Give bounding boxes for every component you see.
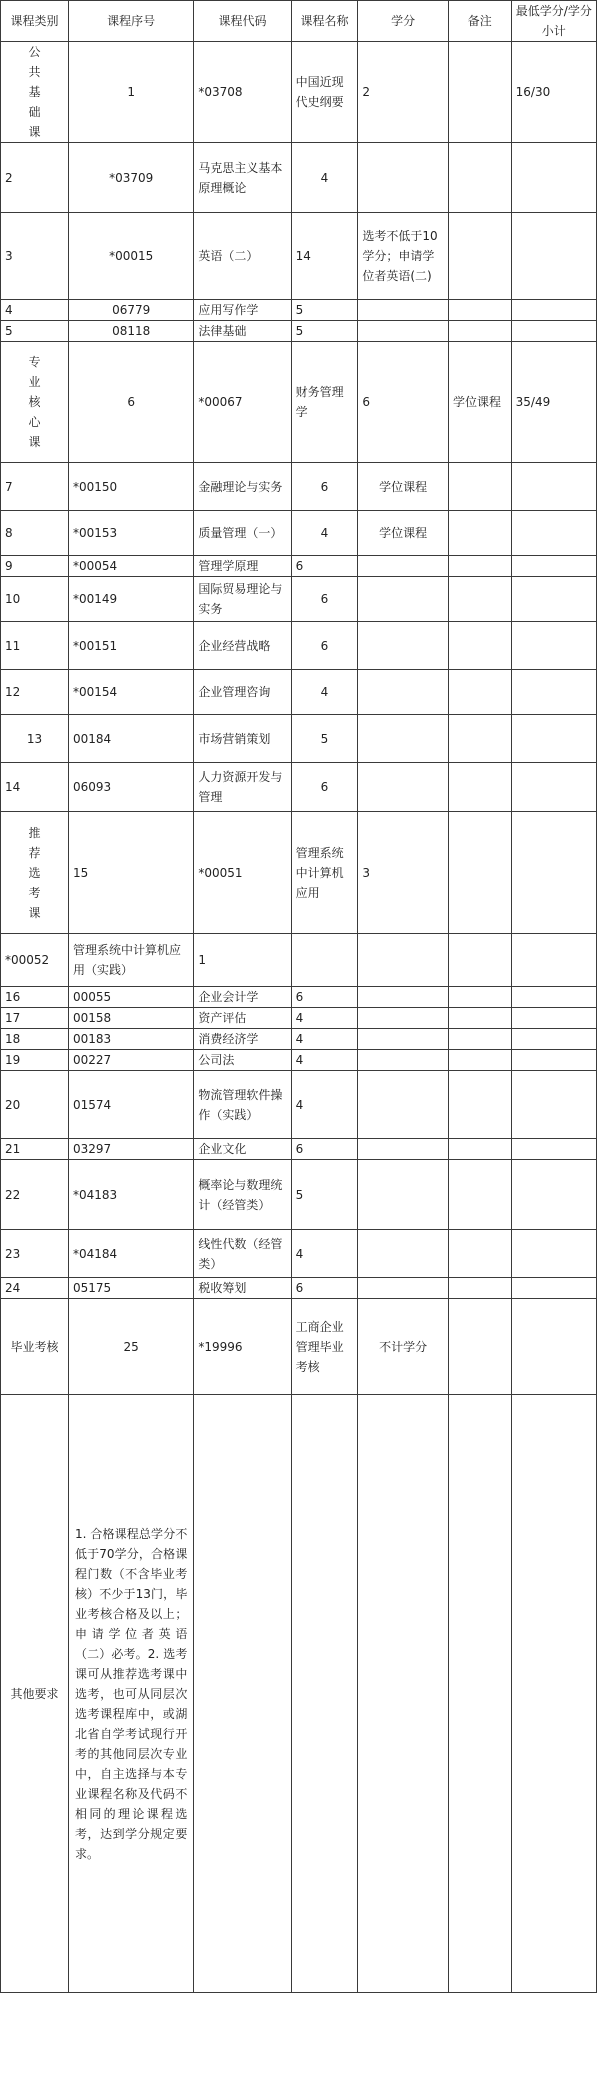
empty-cell [448, 300, 511, 321]
course-credits: 3 [358, 812, 449, 934]
header-category: 课程类别 [1, 1, 69, 42]
course-credits: 4 [291, 670, 358, 715]
empty-cell [448, 463, 511, 511]
table-row [1, 511, 597, 556]
course-name: 消费经济学 [194, 1029, 291, 1050]
course-code: 00183 [69, 1029, 194, 1050]
course-code: 05175 [69, 1278, 194, 1299]
empty-cell [358, 1230, 449, 1278]
empty-cell [358, 987, 449, 1008]
table-row [1, 342, 597, 463]
course-name: 国际贸易理论与实务 [194, 577, 291, 622]
course-name: 税收筹划 [194, 1278, 291, 1299]
course-code: *00149 [69, 577, 194, 622]
empty-cell [511, 1230, 596, 1278]
empty-cell [358, 556, 449, 577]
empty-cell [511, 812, 596, 934]
header-row [1, 1, 597, 42]
other-requirements-text: 1. 合格课程总学分不低于70学分，合格课程门数（不含毕业考核）不少于13门，毕业考核合格及以上；申请学位者英语（二）必考。2. 选考课可从推荐选考课中选考，也可从同层次选考课程库中，或湖北省自学考试现行开考的其他同层次专业中，自主选择与本专业课程名称及代码不相同的理论课程选考，达到学分规定要求。 [69, 1395, 194, 1993]
header-seq: 课程序号 [69, 1, 194, 42]
course-credits: 4 [291, 511, 358, 556]
course-code: 01574 [69, 1071, 194, 1139]
course-credits: 6 [291, 1278, 358, 1299]
course-seq: 7 [1, 463, 69, 511]
course-seq: 13 [1, 715, 69, 763]
table-row [1, 1071, 597, 1139]
empty-cell [448, 556, 511, 577]
empty-cell [448, 1230, 511, 1278]
course-name: 人力资源开发与管理 [194, 763, 291, 812]
table-row [1, 1278, 597, 1299]
table-row [1, 763, 597, 812]
empty-cell [358, 934, 449, 987]
course-code: *00150 [69, 463, 194, 511]
empty-cell [511, 934, 596, 987]
empty-cell [448, 1139, 511, 1160]
course-name: 质量管理（一） [194, 511, 291, 556]
empty-cell [511, 1395, 596, 1993]
table-row [1, 1230, 597, 1278]
course-credits: 6 [291, 556, 358, 577]
header-remark: 备注 [448, 1, 511, 42]
course-name: 金融理论与实务 [194, 463, 291, 511]
course-name: 财务管理学 [291, 342, 358, 463]
empty-cell [511, 143, 596, 213]
course-name: 公司法 [194, 1050, 291, 1071]
section-other: 其他要求 [1, 1395, 69, 1993]
course-code: 08118 [69, 321, 194, 342]
course-name: 资产评估 [194, 1008, 291, 1029]
empty-cell [358, 143, 449, 213]
empty-cell [511, 622, 596, 670]
course-seq: 2 [1, 143, 69, 213]
course-credits: 5 [291, 1160, 358, 1230]
empty-cell [358, 321, 449, 342]
table-row [1, 987, 597, 1008]
empty-cell [511, 1071, 596, 1139]
empty-cell [511, 987, 596, 1008]
course-name: 管理学原理 [194, 556, 291, 577]
course-code: *04183 [69, 1160, 194, 1230]
course-code: *19996 [194, 1299, 291, 1395]
table-row [1, 213, 597, 300]
table-row [1, 934, 597, 987]
course-code: 00055 [69, 987, 194, 1008]
empty-cell [194, 1395, 291, 1993]
course-code: 00227 [69, 1050, 194, 1071]
empty-cell [511, 577, 596, 622]
course-name: 物流管理软件操作（实践） [194, 1071, 291, 1139]
course-name: 管理系统中计算机应用 [291, 812, 358, 934]
empty-cell [511, 1278, 596, 1299]
table-row [1, 556, 597, 577]
course-seq: 14 [1, 763, 69, 812]
empty-cell [358, 1160, 449, 1230]
empty-cell [511, 1008, 596, 1029]
empty-cell [358, 1050, 449, 1071]
course-code: 管理系统中计算机应用（实践） [69, 934, 194, 987]
course-credits: 6 [291, 463, 358, 511]
course-code: *00051 [194, 812, 291, 934]
empty-cell [358, 1395, 449, 1993]
empty-cell [448, 1278, 511, 1299]
course-name: 法律基础 [194, 321, 291, 342]
empty-cell [511, 1160, 596, 1230]
empty-cell [448, 143, 511, 213]
empty-cell [358, 1278, 449, 1299]
empty-cell [291, 1395, 358, 1993]
course-seq: 10 [1, 577, 69, 622]
table-row [1, 143, 597, 213]
course-remark [448, 42, 511, 143]
header-name: 课程名称 [291, 1, 358, 42]
header-credits: 学分 [358, 1, 449, 42]
empty-cell [511, 511, 596, 556]
course-name: 应用写作学 [194, 300, 291, 321]
empty-cell [511, 1139, 596, 1160]
course-name: 英语（二） [194, 213, 291, 300]
course-seq: 8 [1, 511, 69, 556]
empty-cell [511, 763, 596, 812]
course-credits: 6 [358, 342, 449, 463]
course-code: *00154 [69, 670, 194, 715]
empty-cell [448, 934, 511, 987]
course-name: 马克思主义基本原理概论 [194, 143, 291, 213]
empty-cell [448, 1395, 511, 1993]
empty-cell [448, 763, 511, 812]
section-public-basic: 公共基础课 [1, 42, 69, 143]
course-credits: 14 [291, 213, 358, 300]
course-seq: 18 [1, 1029, 69, 1050]
course-seq: 5 [1, 321, 69, 342]
empty-cell [448, 715, 511, 763]
table-row [1, 1299, 597, 1395]
course-credits: 5 [291, 300, 358, 321]
course-credits: 4 [291, 1050, 358, 1071]
course-code: *04184 [69, 1230, 194, 1278]
table-row [1, 300, 597, 321]
course-credits: 4 [291, 1230, 358, 1278]
empty-cell [358, 1029, 449, 1050]
table-row [1, 42, 597, 143]
course-code: *00015 [69, 213, 194, 300]
course-code: *00153 [69, 511, 194, 556]
empty-cell [448, 511, 511, 556]
course-code: *00067 [194, 342, 291, 463]
table-row [1, 1008, 597, 1029]
course-credits: 4 [291, 1071, 358, 1139]
table-row [1, 1395, 597, 1993]
course-remark: 选考不低于10学分；申请学位者英语(二) [358, 213, 449, 300]
empty-cell [358, 670, 449, 715]
course-code: 00184 [69, 715, 194, 763]
course-credits: 不计学分 [358, 1299, 449, 1395]
course-credits: 6 [291, 987, 358, 1008]
subtotal-major-core: 35/49 [511, 342, 596, 463]
course-seq: 16 [1, 987, 69, 1008]
course-credits: 6 [291, 577, 358, 622]
table-row [1, 1139, 597, 1160]
course-credits: 6 [291, 763, 358, 812]
course-code: *03708 [194, 42, 291, 143]
course-code: 03297 [69, 1139, 194, 1160]
course-name: 企业经营战略 [194, 622, 291, 670]
table-row [1, 577, 597, 622]
course-seq: 9 [1, 556, 69, 577]
section-recommended-elective: 推荐选考课 [1, 812, 69, 934]
course-name: 市场营销策划 [194, 715, 291, 763]
course-seq: 12 [1, 670, 69, 715]
table-row [1, 463, 597, 511]
empty-cell [511, 213, 596, 300]
table-row [1, 715, 597, 763]
empty-cell [358, 622, 449, 670]
course-name: 1 [194, 934, 291, 987]
empty-cell [448, 213, 511, 300]
empty-cell [511, 1029, 596, 1050]
empty-cell [511, 556, 596, 577]
table-row [1, 1160, 597, 1230]
course-credits: 5 [291, 715, 358, 763]
header-code: 课程代码 [194, 1, 291, 42]
course-seq: 21 [1, 1139, 69, 1160]
table-row [1, 321, 597, 342]
course-name: 企业管理咨询 [194, 670, 291, 715]
course-remark: 学位课程 [358, 463, 449, 511]
course-seq: 25 [69, 1299, 194, 1395]
subtotal-public-basic: 16/30 [511, 42, 596, 143]
empty-cell [448, 1050, 511, 1071]
empty-cell [448, 670, 511, 715]
empty-cell [511, 1299, 596, 1395]
course-name: 企业会计学 [194, 987, 291, 1008]
empty-cell [358, 300, 449, 321]
course-seq: 22 [1, 1160, 69, 1230]
course-seq: 6 [69, 342, 194, 463]
course-remark: 学位课程 [448, 342, 511, 463]
header-min-credits: 最低学分/学分小计 [511, 1, 596, 42]
empty-cell [358, 1139, 449, 1160]
empty-cell [448, 622, 511, 670]
empty-cell [358, 1071, 449, 1139]
course-code: *00151 [69, 622, 194, 670]
course-code: 06779 [69, 300, 194, 321]
empty-cell [358, 577, 449, 622]
empty-cell [511, 300, 596, 321]
empty-cell [448, 1008, 511, 1029]
empty-cell [448, 812, 511, 934]
empty-cell [448, 987, 511, 1008]
course-seq: 15 [69, 812, 194, 934]
course-credits: 2 [358, 42, 449, 143]
course-name: 概率论与数理统计（经管类） [194, 1160, 291, 1230]
empty-cell [448, 1029, 511, 1050]
course-seq: 4 [1, 300, 69, 321]
course-name: 线性代数（经管类） [194, 1230, 291, 1278]
empty-cell [511, 463, 596, 511]
course-credits: 4 [291, 143, 358, 213]
empty-cell [448, 1071, 511, 1139]
course-seq: 17 [1, 1008, 69, 1029]
course-seq: 23 [1, 1230, 69, 1278]
empty-cell [448, 1160, 511, 1230]
course-name: 中国近现代史纲要 [291, 42, 358, 143]
empty-cell [511, 1050, 596, 1071]
course-seq: 1 [69, 42, 194, 143]
course-seq: 20 [1, 1071, 69, 1139]
section-graduation: 毕业考核 [1, 1299, 69, 1395]
table-row [1, 1050, 597, 1071]
course-seq: 24 [1, 1278, 69, 1299]
empty-cell [358, 1008, 449, 1029]
empty-cell [511, 715, 596, 763]
course-seq: 11 [1, 622, 69, 670]
table-row [1, 812, 597, 934]
course-seq: 3 [1, 213, 69, 300]
course-credits: 4 [291, 1029, 358, 1050]
course-remark: 学位课程 [358, 511, 449, 556]
section-major-core: 专业核心课 [1, 342, 69, 463]
course-credits: 6 [291, 1139, 358, 1160]
course-code: 06093 [69, 763, 194, 812]
empty-cell [358, 715, 449, 763]
course-code: 00158 [69, 1008, 194, 1029]
course-code: *03709 [69, 143, 194, 213]
course-code: *00054 [69, 556, 194, 577]
empty-cell [358, 763, 449, 812]
empty-cell [448, 321, 511, 342]
course-name: 企业文化 [194, 1139, 291, 1160]
course-seq: *00052 [1, 934, 69, 987]
table-row [1, 622, 597, 670]
table-row [1, 1029, 597, 1050]
course-credits: 6 [291, 622, 358, 670]
course-name: 工商企业管理毕业考核 [291, 1299, 358, 1395]
table-row [1, 670, 597, 715]
empty-cell [511, 670, 596, 715]
empty-cell [448, 577, 511, 622]
course-credits: 4 [291, 1008, 358, 1029]
course-seq: 19 [1, 1050, 69, 1071]
empty-cell [291, 934, 358, 987]
course-credits: 5 [291, 321, 358, 342]
empty-cell [448, 1299, 511, 1395]
empty-cell [511, 321, 596, 342]
